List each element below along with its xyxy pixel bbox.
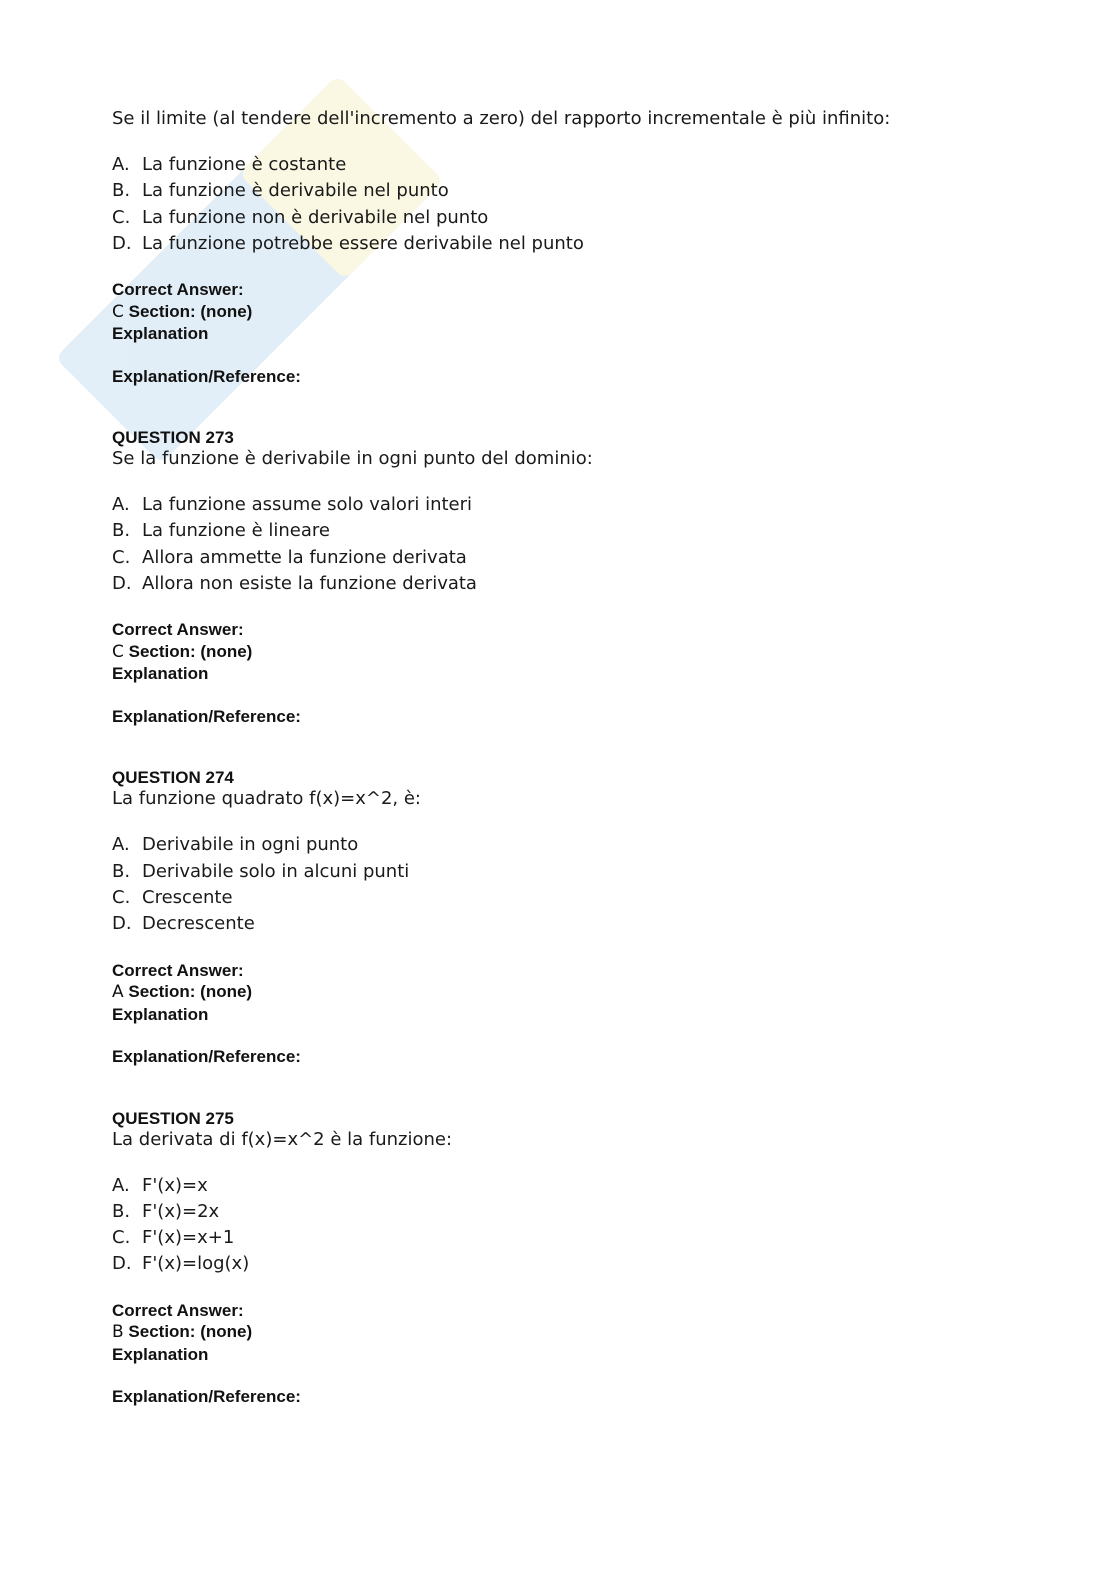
correct-answer-label: Correct Answer: xyxy=(112,1300,244,1320)
option-c: C. Allora ammette la funzione derivata xyxy=(112,546,467,568)
question-stem: Se il limite (al tendere dell'incremento a zero) del rapporto incrementale è più infinito: xyxy=(112,108,891,129)
option-d: D. Decrescente xyxy=(112,913,255,935)
options-list xyxy=(112,832,1012,937)
correct-answer-label: Correct Answer: xyxy=(112,960,244,980)
option-a: A. F'(x)=x xyxy=(112,1174,208,1196)
answer-section xyxy=(112,279,1012,345)
question-block xyxy=(112,108,1012,387)
explanation-reference-label: Explanation/Reference: xyxy=(112,1047,301,1067)
question-stem: Se la funzione è derivabile in ogni punto del dominio: xyxy=(112,448,593,470)
explanation-reference-label: Explanation/Reference: xyxy=(112,1387,301,1407)
explanation-label: Explanation xyxy=(112,1004,209,1024)
explanation-reference-label: Explanation/Reference: xyxy=(112,706,301,726)
options-list xyxy=(112,492,1012,597)
question-number: QUESTION 274 xyxy=(112,768,234,788)
question-number: QUESTION 273 xyxy=(112,428,234,448)
correct-answer-value: A xyxy=(112,982,124,1003)
section-label: Section: (none) xyxy=(128,641,253,661)
question-stem: La derivata di f(x)=x^2 è la funzione: xyxy=(112,1128,453,1150)
option-b: B. La funzione è derivabile nel punto xyxy=(112,180,449,202)
question-block xyxy=(112,1109,1012,1408)
explanation-label: Explanation xyxy=(112,1344,209,1364)
answer-section xyxy=(112,619,1012,685)
question-block xyxy=(112,428,1012,727)
questions-content xyxy=(112,108,1012,1408)
correct-answer-label: Correct Answer: xyxy=(112,620,244,640)
options-list xyxy=(112,152,1012,257)
section-label: Section: (none) xyxy=(128,301,253,321)
options-list xyxy=(112,1173,1012,1278)
correct-answer-label: Correct Answer: xyxy=(112,280,244,300)
option-a: A. La funzione è costante xyxy=(112,154,347,175)
correct-answer-value: C xyxy=(112,301,124,322)
question-stem: La funzione quadrato f(x)=x^2, è: xyxy=(112,788,421,810)
correct-answer-value: C xyxy=(112,641,124,662)
option-c: C. F'(x)=x+1 xyxy=(112,1227,235,1249)
section-label: Section: (none) xyxy=(128,982,253,1002)
option-d: D. Allora non esiste la funzione derivata xyxy=(112,573,477,595)
answer-section xyxy=(112,1300,1012,1366)
option-c: C. La funzione non è derivabile nel punto xyxy=(112,206,489,228)
option-c: C. Crescente xyxy=(112,886,233,908)
option-a: A. Derivabile in ogni punto xyxy=(112,834,359,856)
option-b: B. F'(x)=2x xyxy=(112,1200,220,1222)
question-block xyxy=(112,768,1012,1067)
option-a: A. La funzione assume solo valori interi xyxy=(112,494,473,516)
explanation-reference-label: Explanation/Reference: xyxy=(112,366,301,386)
explanation-label: Explanation xyxy=(112,324,209,344)
answer-section xyxy=(112,960,1012,1026)
option-d: D. La funzione potrebbe essere derivabile nel punto xyxy=(112,232,584,254)
explanation-label: Explanation xyxy=(112,664,209,684)
correct-answer-value: B xyxy=(112,1322,124,1343)
option-b: B. La funzione è lineare xyxy=(112,520,330,542)
section-label: Section: (none) xyxy=(128,1322,253,1342)
option-b: B. Derivabile solo in alcuni punti xyxy=(112,860,410,882)
question-number: QUESTION 275 xyxy=(112,1108,234,1128)
option-d: D. F'(x)=log(x) xyxy=(112,1253,250,1275)
